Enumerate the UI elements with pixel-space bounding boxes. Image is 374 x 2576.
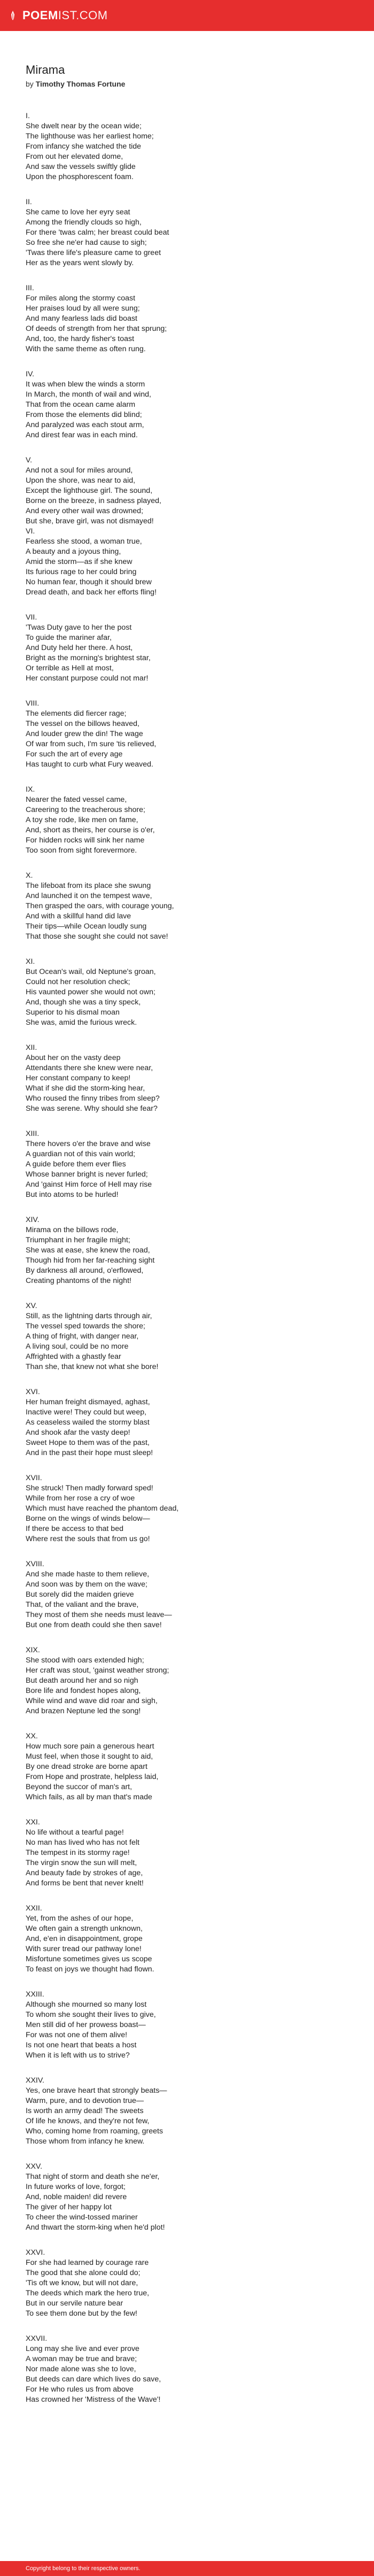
poem-line: To feast on joys we thought had flown. bbox=[26, 1965, 154, 1974]
poem-line: And brazen Neptune led the song! bbox=[26, 1707, 141, 1715]
poem-line: For she had learned by courage rare bbox=[26, 2258, 149, 2267]
poem-line: While wind and wave did roar and sigh, bbox=[26, 1697, 158, 1705]
poem-line: What if she did the storm-king hear, bbox=[26, 1084, 145, 1093]
poem-line: Inactive were! They could but weep, bbox=[26, 1408, 147, 1417]
stanza bbox=[26, 957, 357, 1028]
poem-line: And, though she was a tiny speck, bbox=[26, 998, 141, 1007]
poem-line: To guide the mariner afar, bbox=[26, 633, 112, 642]
poem-line: And, noble maiden! did revere bbox=[26, 2193, 127, 2201]
poem-line: Her craft was stout, 'gainst weather strong; bbox=[26, 1666, 169, 1675]
stanza-numeral: XIV. bbox=[26, 1216, 40, 1224]
poem-line: Fearless she stood, a woman true, bbox=[26, 537, 142, 546]
poem-line: For hidden rocks will sink her name bbox=[26, 836, 145, 845]
poem-line: Yes, one brave heart that strongly beats— bbox=[26, 2086, 167, 2095]
poem-line: With the same theme as often rung. bbox=[26, 345, 146, 353]
poem-line: But into atoms to be hurled! bbox=[26, 1190, 119, 1199]
poem-line: But she, brave girl, was not dismayed! bbox=[26, 517, 154, 525]
poem-line: Of war from such, I'm sure 'tis relieved, bbox=[26, 740, 157, 748]
poem-line: That, of the valiant and the brave, bbox=[26, 1600, 139, 1609]
poem-line: From out her elevated dome, bbox=[26, 152, 123, 161]
poem-line: They most of them she needs must leave— bbox=[26, 1611, 172, 1619]
stanza-numeral: X. bbox=[26, 871, 33, 880]
stanza-numeral: XXVII. bbox=[26, 2334, 48, 2343]
poem-line: And she made haste to them relieve, bbox=[26, 1570, 150, 1579]
poem-line: Beyond the succor of man's art, bbox=[26, 1783, 133, 1791]
poem-line: But deeds can dare which lives do save, bbox=[26, 2375, 161, 2384]
poem-line: And launched it on the tempest wave, bbox=[26, 892, 152, 900]
poem-line: Borne on the breeze, in sadness played, bbox=[26, 497, 161, 505]
poem-line: No man has lived who has not felt bbox=[26, 1838, 139, 1847]
poem-line: And paralyzed was each stout arm, bbox=[26, 421, 144, 429]
poem-line: Those whom from infancy he knew. bbox=[26, 2137, 145, 2146]
poem-line: Her human freight dismayed, aghast, bbox=[26, 1398, 150, 1406]
logo-text-bold: POEM bbox=[22, 9, 58, 22]
poem-line: Misfortune sometimes gives us scope bbox=[26, 1955, 152, 1963]
poem-line: A living soul, could be no more bbox=[26, 1342, 129, 1351]
poem-title: Mirama bbox=[26, 63, 65, 76]
stanza bbox=[26, 283, 357, 354]
poem-line: The vessel sped towards the shore; bbox=[26, 1322, 145, 1330]
poem-line: Then grasped the oars, with courage young, bbox=[26, 902, 174, 910]
poem-line: Bright as the morning's brightest star, bbox=[26, 654, 151, 662]
poem-line: Where rest the souls that from us go! bbox=[26, 1535, 150, 1543]
poem-line: And with a skillful hand did lave bbox=[26, 912, 131, 920]
poem-line: Still, as the lightning darts through air, bbox=[26, 1312, 152, 1320]
poem-line: The elements did fiercer rage; bbox=[26, 709, 127, 718]
poem-line: And, e'en in disappointment, grope bbox=[26, 1935, 143, 1943]
poem-line: Nearer the fated vessel came, bbox=[26, 795, 127, 804]
stanza-numeral: V. bbox=[26, 456, 33, 465]
stanza-numeral: XVIII. bbox=[26, 1560, 44, 1568]
poem-line: And beauty fade by strokes of age, bbox=[26, 1869, 143, 1877]
stanza bbox=[26, 699, 357, 770]
poem-line: Amid the storm—as if she knew bbox=[26, 558, 133, 566]
poem-line: The giver of her happy lot bbox=[26, 2203, 112, 2211]
stanza-numeral: VI. bbox=[26, 527, 35, 536]
stanza-numeral: XVI. bbox=[26, 1388, 40, 1396]
poem-line: In future works of love, forgot; bbox=[26, 2183, 126, 2191]
poem-line: There hovers o'er the brave and wise bbox=[26, 1140, 151, 1148]
poem-line: Sweet Hope to them was of the past, bbox=[26, 1438, 150, 1447]
poem-line: And thwart the storm-king when he'd plot! bbox=[26, 2223, 165, 2232]
stanza bbox=[26, 1215, 357, 1286]
stanza-numeral: XXI. bbox=[26, 1818, 40, 1827]
poem-line: To whom she sought their lives to give, bbox=[26, 2010, 156, 2019]
poem-line: If there be access to that bed bbox=[26, 1525, 123, 1533]
poem-line: For such the art of every age bbox=[26, 750, 123, 759]
stanza-numeral: I. bbox=[26, 112, 30, 120]
poem-line: And forms be bent that never knelt! bbox=[26, 1879, 144, 1887]
poem-content bbox=[26, 63, 357, 2420]
poem-line: Is worth an army dead! The sweets bbox=[26, 2107, 144, 2115]
poem-line: And direst fear was in each mind. bbox=[26, 431, 138, 439]
poem-line: From Hope and prostrate, helpless laid, bbox=[26, 1773, 159, 1781]
stanza bbox=[26, 1043, 357, 1114]
poem-line: For there 'twas calm; her breast could beat bbox=[26, 228, 169, 237]
poem-line: For He who rules us from above bbox=[26, 2385, 134, 2394]
poem-line: Creating phantoms of the night! bbox=[26, 1277, 131, 1285]
poem-line: When it is left with us to strive? bbox=[26, 2051, 130, 2060]
poem-line: The lifeboat from its place she swung bbox=[26, 881, 151, 890]
poem-line: And louder grew the din! The wage bbox=[26, 730, 143, 738]
poem-line: And saw the vessels swiftly glide bbox=[26, 163, 136, 171]
poem-line: By darkness all around, o'erflowed, bbox=[26, 1266, 144, 1275]
stanza-numeral: VIII. bbox=[26, 699, 40, 708]
poem-line: And, too, the hardy fisher's toast bbox=[26, 335, 135, 343]
poem-line: No human fear, though it should brew bbox=[26, 578, 152, 586]
poem-line: Upon the shore, was near to aid, bbox=[26, 476, 136, 485]
poem-line: The vessel on the billows heaved, bbox=[26, 720, 139, 728]
stanza bbox=[26, 1473, 357, 1544]
stanza bbox=[26, 2248, 357, 2319]
poem-line: But sorely did the maiden grieve bbox=[26, 1590, 134, 1599]
quill-pen-icon bbox=[7, 10, 18, 21]
stanza-numeral: IX. bbox=[26, 785, 35, 794]
stanza bbox=[26, 1904, 357, 1975]
stanza-numeral: XX. bbox=[26, 1732, 38, 1740]
stanza bbox=[26, 1301, 357, 1372]
stanza bbox=[26, 369, 357, 440]
poem-line: From infancy she watched the tide bbox=[26, 142, 142, 151]
poem-line: A beauty and a joyous thing, bbox=[26, 547, 121, 556]
stanza bbox=[26, 197, 357, 268]
poem-line: By one dread stroke are borne apart bbox=[26, 1762, 147, 1771]
poem-line: We often gain a strength unknown, bbox=[26, 1924, 143, 1933]
poem-line: A thing of fright, with danger near, bbox=[26, 1332, 139, 1341]
poem-line: That night of storm and death she ne'er, bbox=[26, 2172, 160, 2181]
stanza bbox=[26, 1387, 357, 1458]
stanza-numeral: XVII. bbox=[26, 1474, 42, 1482]
poem-line: Upon the phosphorescent foam. bbox=[26, 173, 134, 181]
poem-line: No life without a tearful page! bbox=[26, 1828, 124, 1837]
poem-line: Must feel, when those it sought to aid, bbox=[26, 1752, 153, 1761]
poem-line: Among the friendly clouds so high, bbox=[26, 218, 142, 227]
poem-line: Although she mourned so many lost bbox=[26, 2000, 147, 2009]
stanza-numeral: XIX. bbox=[26, 1646, 40, 1654]
poem-line: So free she ne'er had cause to sigh; bbox=[26, 238, 147, 247]
poem-line: And Duty held her there. A host, bbox=[26, 644, 133, 652]
poem-line: Its furious rage to her could bring bbox=[26, 568, 137, 576]
poem-line: Long may she live and ever prove bbox=[26, 2345, 139, 2353]
poem-line: 'Tis oft we know, but will not dare, bbox=[26, 2279, 138, 2287]
poem-line: And in the past their hope must sleep! bbox=[26, 1449, 153, 1457]
poem-line: For miles along the stormy coast bbox=[26, 294, 136, 303]
poem-line: Her constant company to keep! bbox=[26, 1074, 131, 1082]
poem-line: She was serene. Why should she fear? bbox=[26, 1104, 158, 1113]
stanza-numeral: XXV. bbox=[26, 2162, 43, 2171]
poem-line: She came to love her eyry seat bbox=[26, 208, 130, 216]
poem-line: A guardian not of this vain world; bbox=[26, 1150, 136, 1158]
poem-line: And soon was by them on the wave; bbox=[26, 1580, 147, 1589]
poem-line: Whose banner bright is never furled; bbox=[26, 1170, 148, 1179]
poem-line: Yet, from the ashes of our hope, bbox=[26, 1914, 134, 1923]
logo-text-light: IST.COM bbox=[58, 9, 108, 22]
stanza-numeral: XII. bbox=[26, 1043, 37, 1052]
poem-line: Her as the years went slowly by. bbox=[26, 259, 134, 267]
stanza bbox=[26, 1129, 357, 1200]
stanza-numeral: XXII. bbox=[26, 1904, 42, 1913]
poem-line: To see them done but by the few! bbox=[26, 2309, 138, 2318]
author-link[interactable]: Timothy Thomas Fortune bbox=[35, 80, 126, 88]
poem-line: Of deeds of strength from her that sprung; bbox=[26, 324, 167, 333]
poem-line: Careering to the treacherous shore; bbox=[26, 806, 145, 814]
poem-line: Superior to his dismal moan bbox=[26, 1008, 120, 1017]
stanza-numeral: III. bbox=[26, 284, 34, 292]
poem-line: Is not one heart that beats a host bbox=[26, 2041, 137, 2049]
poem-line: For was not one of them alive! bbox=[26, 2031, 128, 2039]
poem-line: The lighthouse was her earliest home; bbox=[26, 132, 154, 141]
stanza bbox=[26, 871, 357, 942]
poem-line: Men still did of her prowess boast— bbox=[26, 2021, 146, 2029]
poem-line: She was at ease, she knew the road, bbox=[26, 1246, 150, 1255]
poem-line: And not a soul for miles around, bbox=[26, 466, 133, 475]
poem-line: And, short as theirs, her course is o'er, bbox=[26, 826, 155, 834]
stanza bbox=[26, 1645, 357, 1716]
poem-line: A toy she rode, like men on fame, bbox=[26, 816, 138, 824]
stanza-numeral: XXIII. bbox=[26, 1990, 44, 1999]
poem-line: She stood with oars extended high; bbox=[26, 1656, 144, 1665]
poem-line: Mirama on the billows rode, bbox=[26, 1226, 119, 1234]
poem-line: To cheer the wind-tossed mariner bbox=[26, 2213, 138, 2222]
poem-line: As ceaseless wailed the stormy blast bbox=[26, 1418, 150, 1427]
poem-line: But Ocean's wail, old Neptune's groan, bbox=[26, 968, 156, 976]
poem-line: That those she sought she could not save! bbox=[26, 932, 168, 941]
poem-line: It was when blew the winds a storm bbox=[26, 380, 145, 389]
stanza bbox=[26, 2162, 357, 2233]
poem-line: And every other wail was drowned; bbox=[26, 507, 144, 515]
stanza bbox=[26, 1990, 357, 2061]
poem-line: Warm, pure, and to devotion true— bbox=[26, 2097, 144, 2105]
site-footer bbox=[0, 2561, 374, 2576]
poem-line: Borne on the wings of winds below— bbox=[26, 1514, 150, 1523]
site-logo[interactable] bbox=[7, 9, 108, 22]
byline-prefix: by bbox=[26, 80, 34, 88]
poem-line: Bore life and fondest hopes along, bbox=[26, 1687, 141, 1695]
poem-line: That from the ocean came alarm bbox=[26, 400, 136, 409]
poem-line: How much sore pain a generous heart bbox=[26, 1742, 154, 1751]
poem-line: Than she, that knew not what she bore! bbox=[26, 1363, 159, 1371]
poem-line: Their tips—while Ocean loudly sung bbox=[26, 922, 147, 931]
copyright-notice: Copyright belong to their respective owners. bbox=[26, 2565, 141, 2572]
poem-line: Of life he knows, and they're not few, bbox=[26, 2117, 150, 2125]
stanza-numeral: XXVI. bbox=[26, 2248, 45, 2257]
poem-byline bbox=[26, 79, 357, 89]
poem-line: But one from death could she then save! bbox=[26, 1621, 162, 1629]
stanza bbox=[26, 2334, 357, 2405]
poem-line: Affrighted with a ghastly fear bbox=[26, 1352, 121, 1361]
poem-body bbox=[26, 111, 357, 2405]
poem-line: Dread death, and back her efforts fling! bbox=[26, 588, 157, 597]
poem-line: Could not her resolution check; bbox=[26, 978, 130, 986]
stanza-numeral: XXIV. bbox=[26, 2076, 44, 2085]
stanza-numeral: XV. bbox=[26, 1302, 37, 1310]
stanza-numeral: XIII. bbox=[26, 1130, 40, 1138]
stanza bbox=[26, 1731, 357, 1803]
poem-line: The tempest in its stormy rage! bbox=[26, 1848, 130, 1857]
stanza bbox=[26, 111, 357, 182]
poem-line: Her constant purpose could not mar! bbox=[26, 674, 149, 683]
poem-line: Though hid from her far-reaching sight bbox=[26, 1256, 155, 1265]
poem-line: Her praises loud by all were sung; bbox=[26, 304, 140, 313]
stanza-numeral: II. bbox=[26, 198, 32, 206]
poem-line: She dwelt near by the ocean wide; bbox=[26, 122, 142, 130]
poem-line: Triumphant in her fragile might; bbox=[26, 1236, 130, 1244]
stanza bbox=[26, 785, 357, 856]
poem-line: With surer tread our pathway lone! bbox=[26, 1945, 142, 1953]
poem-line: Too soon from sight forevermore. bbox=[26, 846, 137, 855]
poem-line: But in our servile nature bear bbox=[26, 2299, 123, 2308]
poem-line: But death around her and so nigh bbox=[26, 1676, 138, 1685]
stanza bbox=[26, 613, 357, 684]
poem-line: And 'gainst Him force of Hell may rise bbox=[26, 1180, 152, 1189]
poem-line: Has taught to curb what Fury weaved. bbox=[26, 760, 153, 769]
stanza bbox=[26, 455, 357, 527]
poem-line: Which must have reached the phantom dead, bbox=[26, 1504, 179, 1513]
poem-line: A woman may be true and brave; bbox=[26, 2355, 137, 2363]
poem-line: Has crowned her 'Mistress of the Wave'! bbox=[26, 2395, 161, 2404]
poem-line: And shook afar the vasty deep! bbox=[26, 1428, 130, 1437]
poem-line: In March, the month of wail and wind, bbox=[26, 390, 152, 399]
poem-line: Which fails, as all by man that's made bbox=[26, 1793, 152, 1801]
poem-line: Who roused the finny tribes from sleep? bbox=[26, 1094, 160, 1103]
poem-line: The deeds which mark the hero true, bbox=[26, 2289, 150, 2297]
poem-line: 'Twas Duty gave to her the post bbox=[26, 623, 132, 632]
poem-line: Nor made alone was she to love, bbox=[26, 2365, 136, 2373]
poem-line: 'Twas there life's pleasure came to greet bbox=[26, 249, 161, 257]
poem-line: The virgin snow the sun will melt, bbox=[26, 1859, 137, 1867]
site-header bbox=[0, 0, 374, 31]
stanza-numeral: VII. bbox=[26, 613, 37, 622]
poem-line: About her on the vasty deep bbox=[26, 1054, 121, 1062]
poem-line: His vaunted power she would not own; bbox=[26, 988, 155, 996]
poem-line: And many fearless lads did boast bbox=[26, 314, 137, 323]
poem-line: The good that she alone could do; bbox=[26, 2269, 141, 2277]
stanza bbox=[26, 1817, 357, 1889]
stanza bbox=[26, 527, 357, 598]
poem-line: Except the lighthouse girl. The sound, bbox=[26, 486, 153, 495]
stanza-numeral: IV. bbox=[26, 370, 35, 378]
poem-line: She struck! Then madly forward sped! bbox=[26, 1484, 153, 1492]
poem-line: She was, amid the furious wreck. bbox=[26, 1018, 137, 1027]
poem-line: Attendants there she knew were near, bbox=[26, 1064, 153, 1072]
stanza bbox=[26, 2076, 357, 2147]
poem-line: From those the elements did blind; bbox=[26, 411, 142, 419]
poem-line: Who, coming home from roaming, greets bbox=[26, 2127, 163, 2136]
stanza bbox=[26, 1559, 357, 1630]
poem-line: A guide before them ever flies bbox=[26, 1160, 126, 1169]
stanza-numeral: XI. bbox=[26, 957, 35, 966]
poem-line: While from her rose a cry of woe bbox=[26, 1494, 135, 1503]
poem-line: Or terrible as Hell at most, bbox=[26, 664, 114, 672]
